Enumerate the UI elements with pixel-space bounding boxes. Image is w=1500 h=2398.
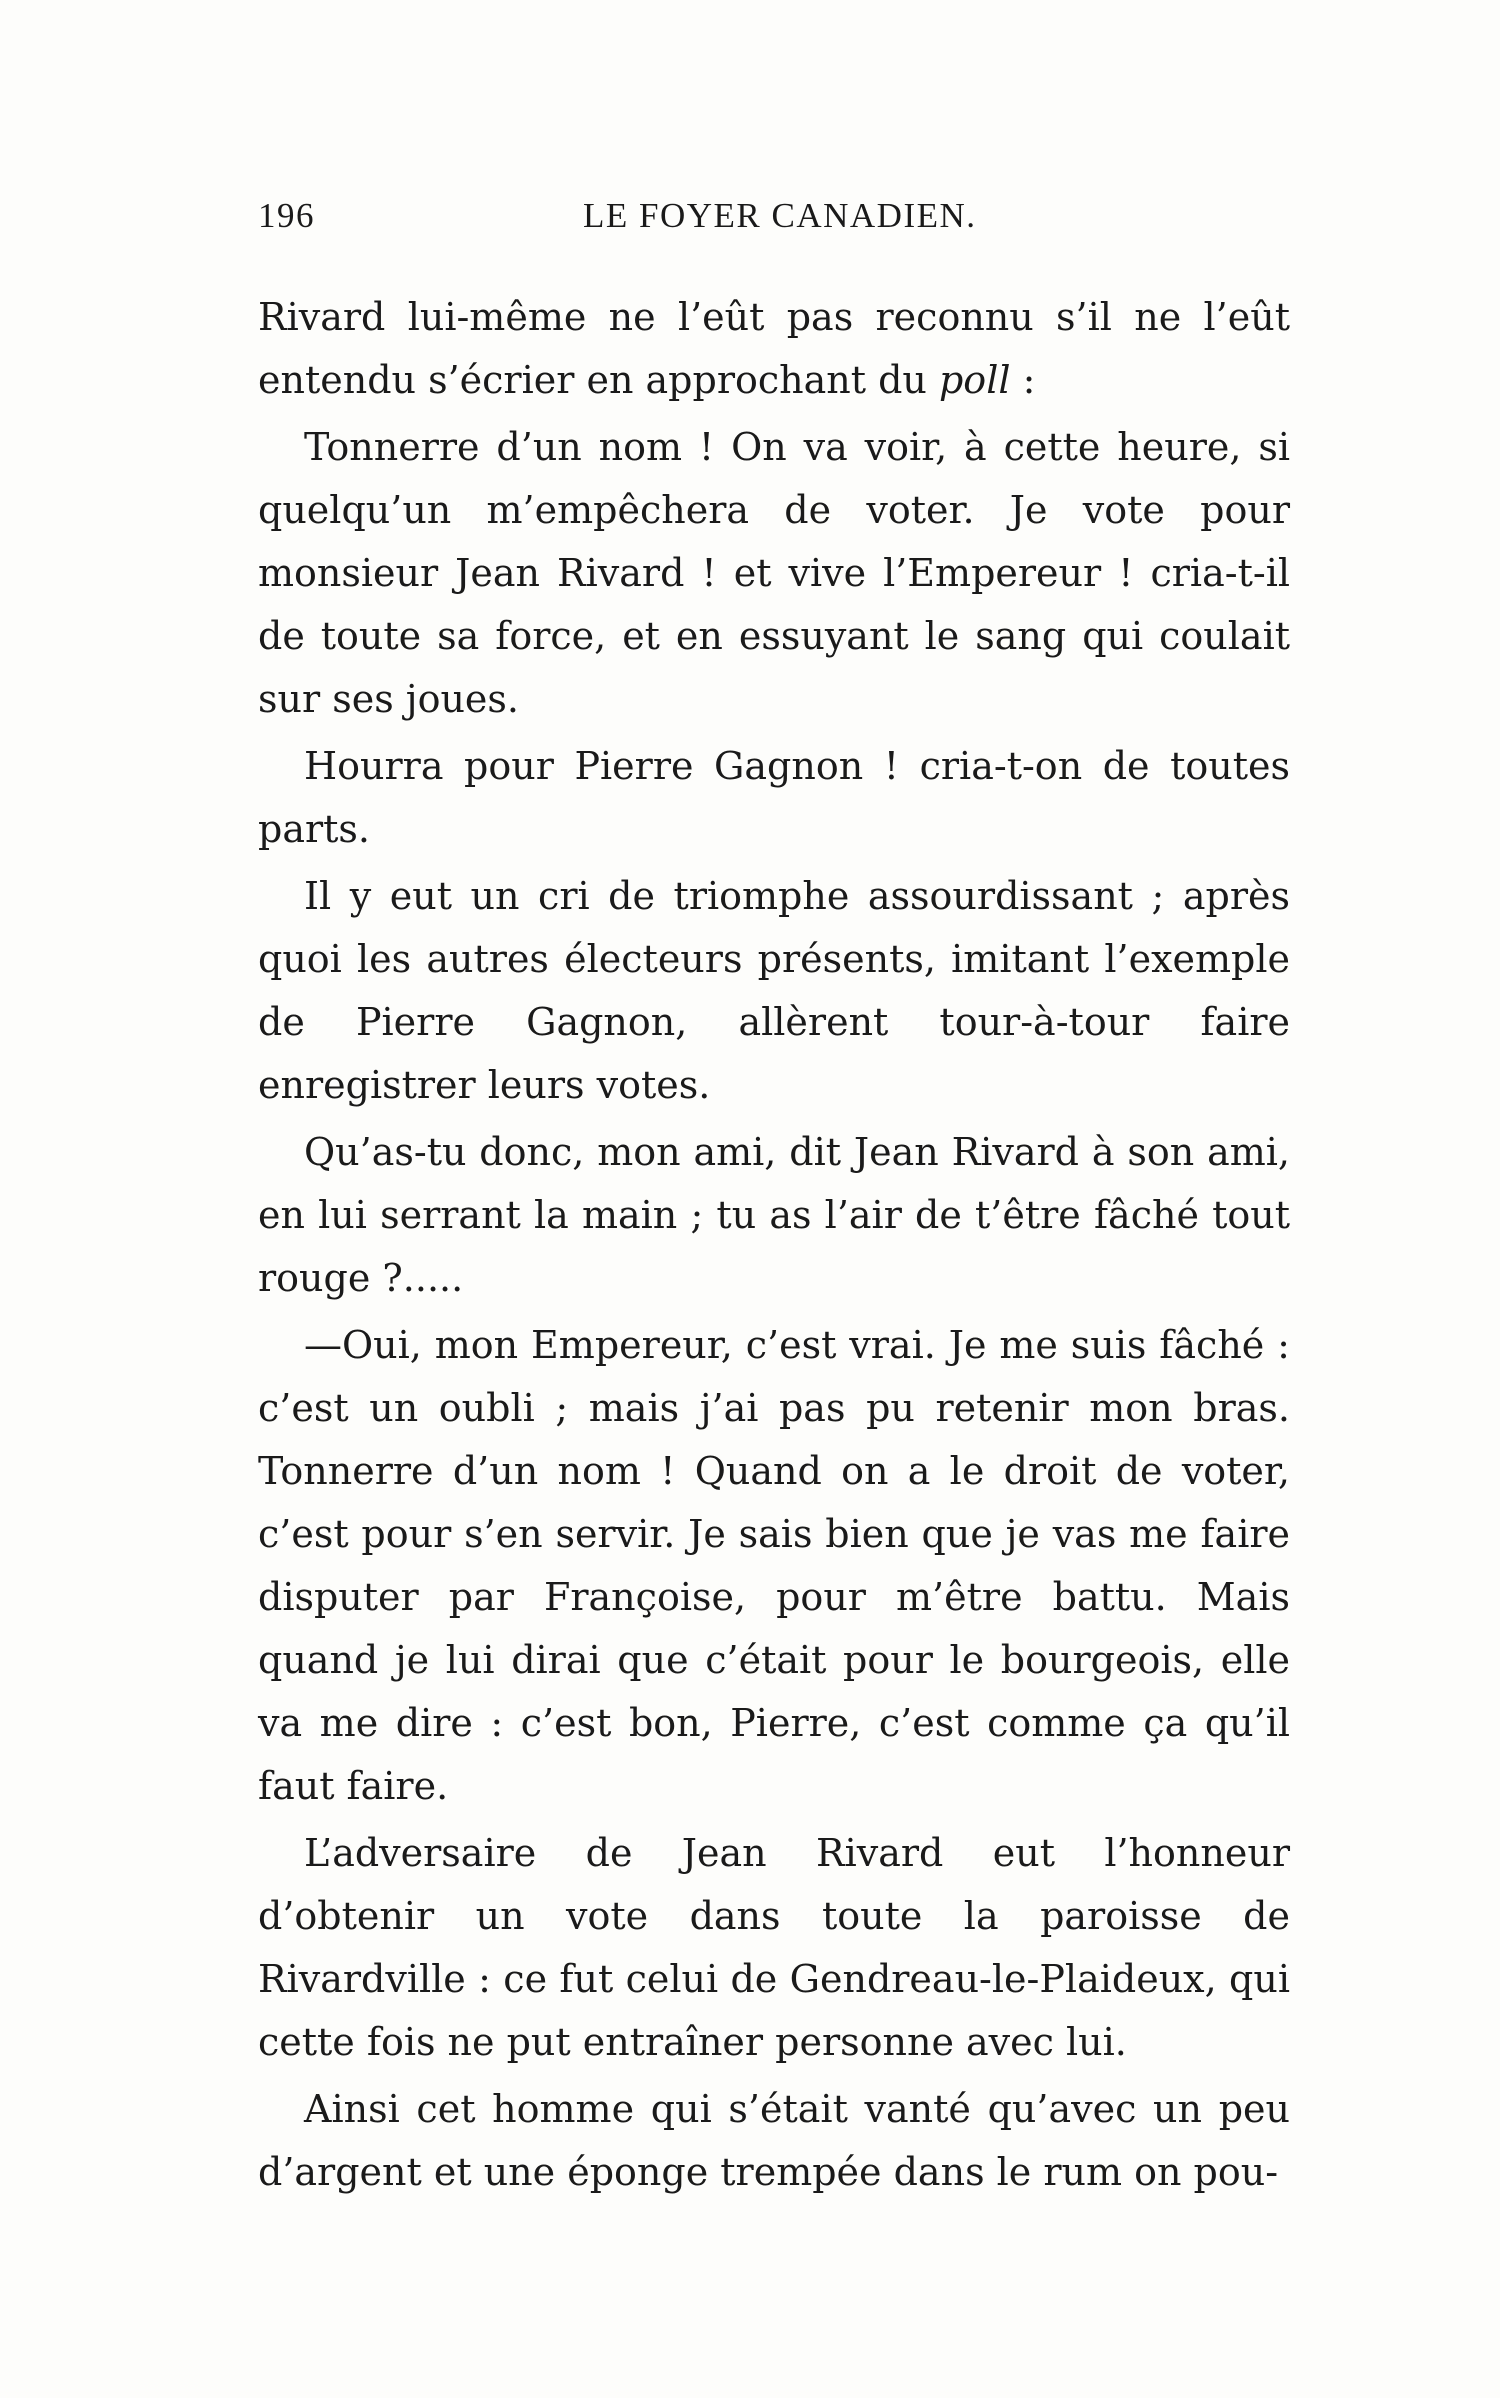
paragraph-1-text: Rivard lui-même ne l’eût pas reconnu s’il ne l’eût entendu s’écrier en approchant du — [258, 295, 1290, 402]
body-text — [258, 286, 1290, 2204]
paragraph-8: Ainsi cet homme qui s’était vanté qu’avec un peu d’argent et une éponge trempée dans le rum on pou- — [258, 2087, 1290, 2194]
paragraph-1-end: : — [1010, 358, 1036, 402]
paragraph-6: —Oui, mon Empereur, c’est vrai. Je me suis fâché : c’est un oubli ; mais j’ai pas pu retenir mon bras. Tonnerre d’un nom ! Quand on a le droit de voter, c’est pour s’en servir. Je sais bien que je vas me faire disputer par Françoise, pour m’être battu. Mais quand je lui dirai que c’était pour le bourgeois, elle va me dire : c’est bon, Pierre, c’est comme ça qu’il faut faire. — [258, 1323, 1290, 1808]
paragraph-4: Il y eut un cri de triomphe assourdissant ; après quoi les autres électeurs présents, imitant l’exemple de Pierre Gagnon, allèrent tour-à-tour faire enregistrer leurs votes. — [258, 874, 1290, 1107]
poll-italic: poll — [938, 358, 1011, 402]
paragraph-1 — [258, 286, 1290, 412]
paragraph-3: Hourra pour Pierre Gagnon ! cria-t-on de toutes parts. — [258, 744, 1290, 851]
page-number: 196 — [258, 196, 315, 235]
running-head — [258, 196, 1290, 246]
running-title: LE FOYER CANADIEN. — [583, 196, 977, 235]
paragraph-2: Tonnerre d’un nom ! On va voir, à cette heure, si quelqu’un m’empêchera de voter. Je vote pour monsieur Jean Rivard ! et vive l’Empereur ! cria-t-il de toute sa force, et en essuyant le sang qui coulait sur ses joues. — [258, 425, 1290, 721]
paragraph-5: Qu’as-tu donc, mon ami, dit Jean Rivard à son ami, en lui serrant la main ; tu as l’air de t’être fâché tout rouge ?..... — [258, 1130, 1290, 1300]
paragraph-7: L’adversaire de Jean Rivard eut l’honneur d’obtenir un vote dans toute la paroisse de Rivardville : ce fut celui de Gendreau-le-Plaideux, qui cette fois ne put entraîner personne avec lui. — [258, 1831, 1290, 2064]
